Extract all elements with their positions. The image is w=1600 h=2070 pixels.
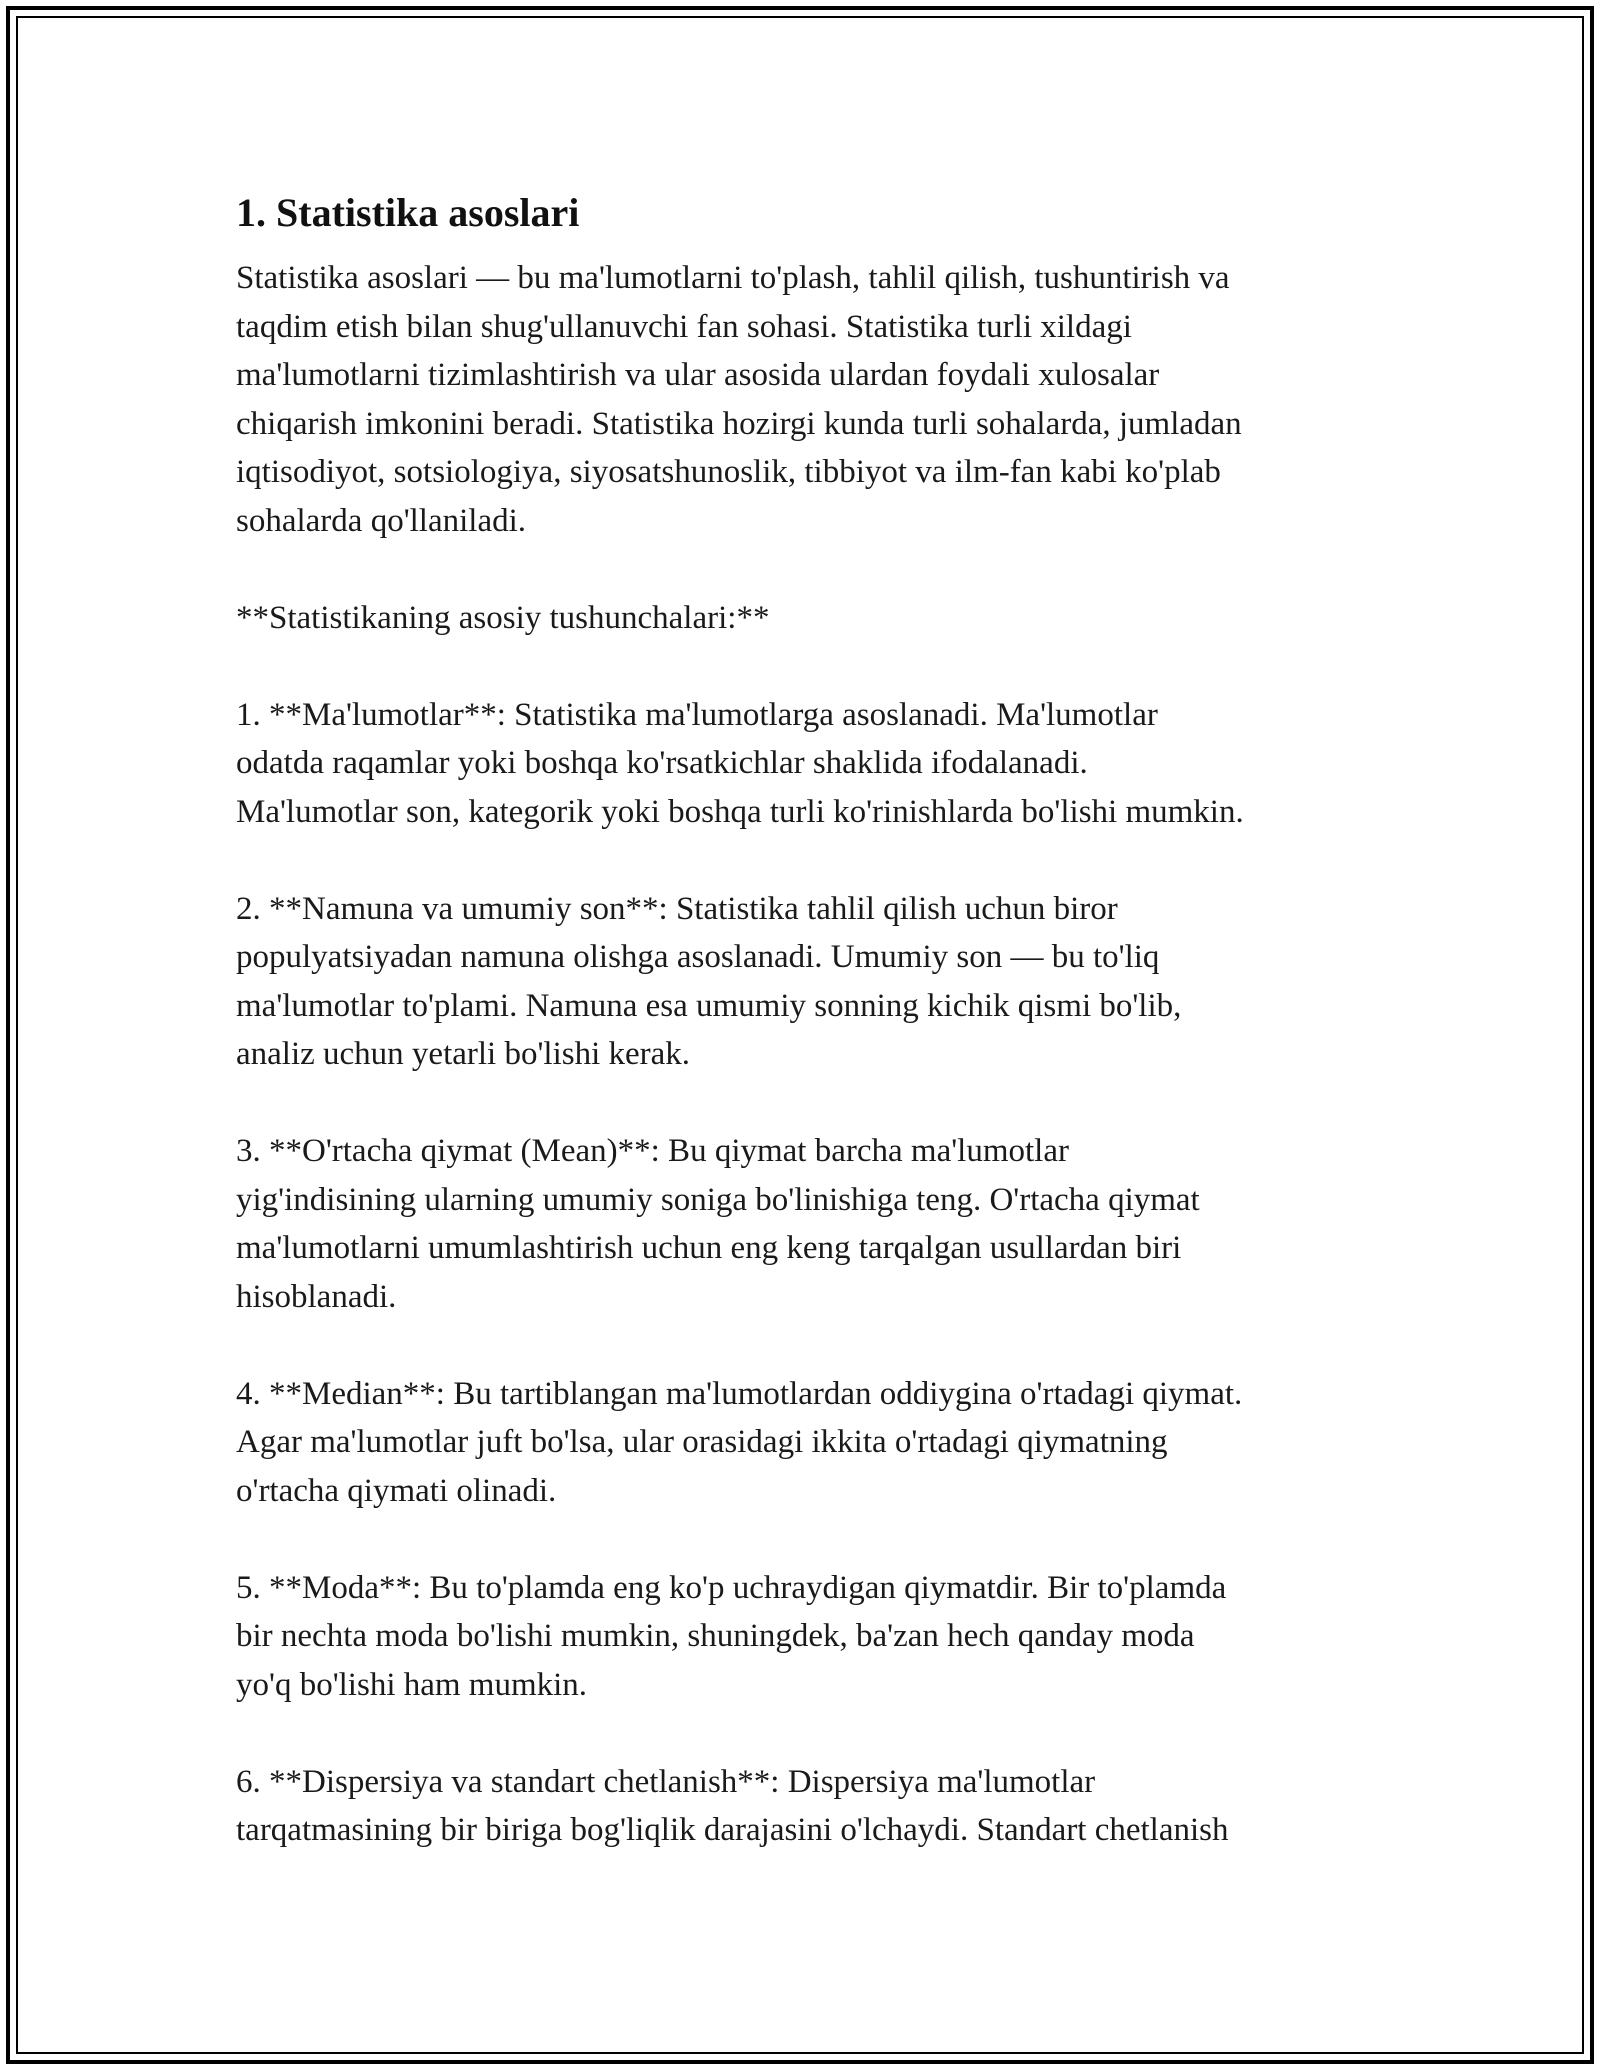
concept-item-sample: 2. **Namuna va umumiy son**: Statistika tahlil qilish uchun biror populyatsiyadan namuna olishga asoslanadi. Umumiy son — bu to'liq ma'lumotlar to'plami. Namuna esa umumiy sonning kichik qismi bo'lib, analiz uchun yetarli bo'lishi kerak. xyxy=(236,890,1182,1072)
concept-item-data: 1. **Ma'lumotlar**: Statistika ma'lumotlarga asoslanadi. Ma'lumotlar odatda raqamlar yoki boshqa ko'rsatkichlar shaklida ifodalanadi. Ma'lumotlar son, kategorik yoki boshqa turli ko'rinishlarda bo'lishi mumkin. xyxy=(236,696,1244,830)
document-body xyxy=(236,186,1366,1855)
concepts-label: **Statistikaning asosiy tushunchalari:** xyxy=(236,599,770,636)
concept-item-mode: 5. **Moda**: Bu to'plamda eng ko'p uchraydigan qiymatdir. Bir to'plamda bir nechta moda bo'lishi mumkin, shuningdek, ba'zan hech qanday moda yo'q bo'lishi ham mumkin. xyxy=(236,1569,1227,1703)
concept-item-mean: 3. **O'rtacha qiymat (Mean)**: Bu qiymat barcha ma'lumotlar yig'indisining ularning umumiy soniga bo'linishiga teng. O'rtacha qiymat ma'lumotlarni umumlashtirish uchun eng keng tarqalgan usullardan biri hisoblanadi. xyxy=(236,1133,1200,1315)
concept-item-dispersion: 6. **Dispersiya va standart chetlanish**: Dispersiya ma'lumotlar tarqatmasining bir biriga bog'liqlik darajasini o'lchaydi. Standart chetlanish xyxy=(236,1763,1229,1848)
section-heading: 1. Statistika asoslari xyxy=(236,190,580,235)
intro-paragraph: Statistika asoslari — bu ma'lumotlarni to'plash, tahlil qilish, tushuntirish va taqdim etish bilan shug'ullanuvchi fan sohasi. Statistika turli xildagi ma'lumotlarni tizimlashtirish va ular asosida ulardan foydali xulosalar chiqarish imkonini beradi. Statistika hozirgi kunda turli sohalarda, jumladan iqtisodiyot, sotsiologiya, siyosatshunoslik, tibbiyot va ilm-fan kabi ko'plab sohalarda qo'llaniladi. xyxy=(236,260,1242,539)
concept-item-median: 4. **Median**: Bu tartiblangan ma'lumotlardan oddiygina o'rtadagi qiymat. Agar ma'lumotlar juft bo'lsa, ular orasidagi ikkita o'rtadagi qiymatning o'rtacha qiymati olinadi. xyxy=(236,1375,1243,1509)
